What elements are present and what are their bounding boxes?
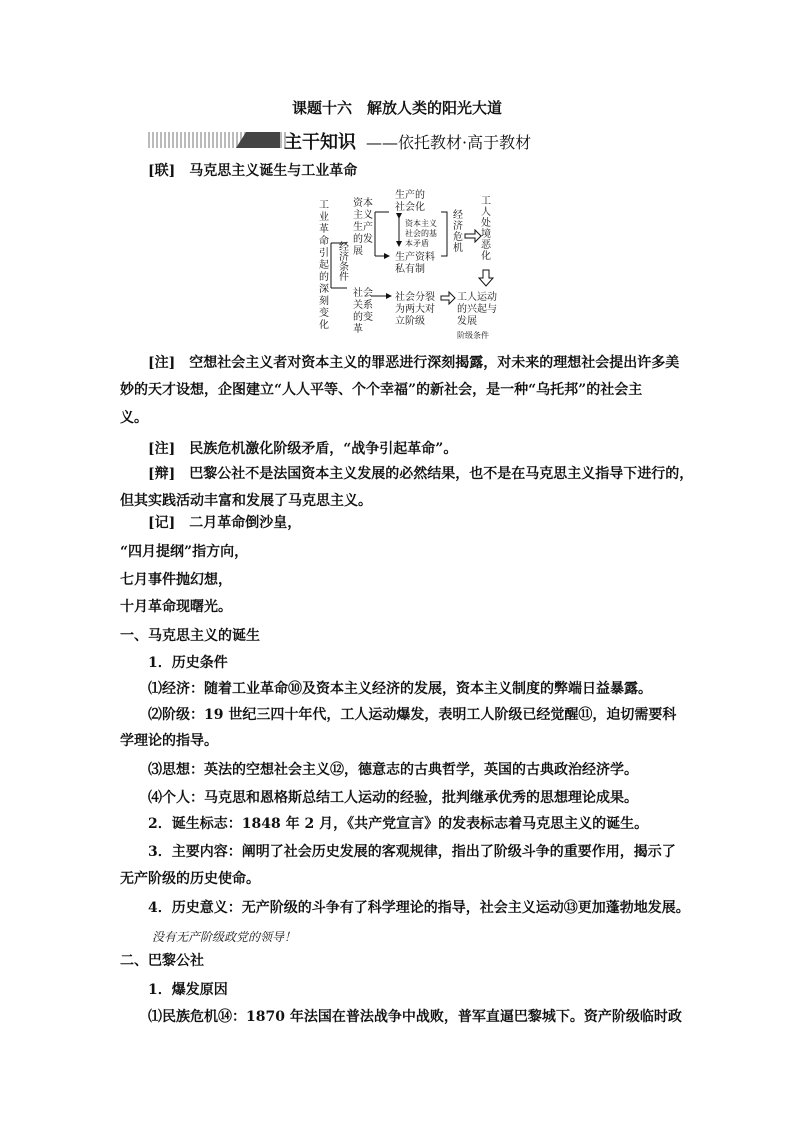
- ji-line-3: 七月事件抛幻想，: [120, 572, 232, 588]
- section1-item-2: ⑵阶级：19 世纪三四十年代，工人运动爆发，表明工人阶级已经觉醒⑪，迫切需要科: [148, 707, 677, 723]
- col1-char: 起: [319, 260, 329, 271]
- mid-line: 社会的基: [405, 229, 437, 238]
- col1-char: 深: [319, 284, 329, 295]
- section1-sub1: 1．历史条件: [148, 655, 228, 671]
- note-3: [辩] 巴黎公社不是法国资本主义发展的必然结果，也不是在马克思主义指导下进行的，: [148, 466, 694, 482]
- split-line: 社会分裂: [395, 292, 435, 303]
- box2-line: 的变: [353, 312, 373, 323]
- movement-line: 工人运动: [457, 292, 497, 303]
- diagram-col-industrial-revolution: [319, 199, 329, 331]
- box1-line: 展: [353, 246, 363, 257]
- worker-char: 工: [481, 196, 491, 207]
- box1-line: 生产: [353, 222, 373, 233]
- top-line: 社会化: [395, 202, 425, 213]
- top-line: 生产的: [395, 190, 425, 201]
- note-1-cont: 妙的天才设想，企图建立“人人平等、个个幸福”的新社会，是一种“乌托邦”的社会主: [120, 382, 643, 398]
- page-title: 课题十六 解放人类的阳光大道: [291, 99, 502, 117]
- movement-note: 阶级条件: [457, 331, 489, 340]
- worker-char: 人: [481, 207, 491, 218]
- col1-char: 的: [319, 272, 329, 283]
- section1-item-2-cont: 学理论的指导。: [120, 733, 218, 749]
- section1-heading: 一、马克思主义的诞生: [120, 628, 260, 644]
- col1-char: 业: [319, 212, 329, 223]
- crisis-char: 济: [453, 221, 463, 232]
- split-line: 立阶级: [395, 316, 425, 327]
- diagram-box-economic-crisis: [453, 209, 463, 254]
- handwritten-note: 没有无产阶级政党的领导！: [152, 930, 297, 944]
- col1-char: 命: [319, 236, 329, 247]
- box1-line: 的发: [353, 234, 373, 245]
- diagram-bracket-3: [441, 212, 447, 256]
- col1-char: 工: [319, 200, 329, 211]
- col1-char: 化: [319, 320, 329, 331]
- diagram-box-private-ownership: [395, 250, 435, 275]
- worker-char: 境: [481, 229, 491, 240]
- worker-char: 化: [481, 251, 491, 262]
- mid-line: 本矛盾: [405, 239, 429, 248]
- diagram-box-worker-condition: [481, 195, 492, 262]
- col1-char: 变: [319, 308, 329, 319]
- note-1-cont2: 义。: [120, 410, 148, 426]
- box1-line: 资本: [353, 198, 373, 209]
- diagram-col-economic-condition: [339, 241, 349, 283]
- section1-item-3: ⑶思想：英法的空想社会主义⑫，德意志的古典哲学，英国的古典政治经济学。: [148, 762, 638, 778]
- col1-char: 革: [319, 224, 329, 235]
- diagram-box-class-split: [395, 290, 435, 327]
- movement-line: 的兴起与: [457, 304, 497, 315]
- crisis-char: 经: [453, 210, 463, 221]
- banner-sub-text: ——依托教材·高于教材: [366, 133, 532, 152]
- diagram-box-social-change: [353, 286, 373, 335]
- movement-line: 发展: [457, 316, 477, 327]
- bottom-line: 私有制: [395, 264, 425, 275]
- concept-diagram: [315, 188, 515, 346]
- section-banner: [148, 130, 648, 152]
- lian-heading: [联] 马克思主义诞生与工业革命: [148, 163, 358, 179]
- bottom-line: 生产资料: [395, 252, 435, 263]
- section1-item-4: ⑷个人：马克思和恩格斯总结工人运动的经验，批判继承优秀的思想理论成果。: [148, 790, 638, 806]
- diagram-hollow-arrow-1: [465, 230, 481, 242]
- note-3-cont: 但其实践活动丰富和发展了马克思主义。: [120, 493, 372, 509]
- box1-line: 主义: [353, 210, 373, 221]
- section1-p3: 3．主要内容：阐明了社会历史发展的客观规律，指出了阶级斗争的重要作用，揭示了: [148, 844, 676, 860]
- note-2: [注] 民族危机激化阶级矛盾，“战争引起革命”。: [148, 441, 458, 457]
- section1-p2: 2．诞生标志：1848 年 2 月，《共产党宣言》的发表标志着马克思主义的诞生。: [148, 816, 649, 832]
- diagram-box-workers-movement: [457, 290, 497, 340]
- sub1-char: 条: [339, 262, 349, 273]
- col1-char: 刻: [319, 296, 329, 307]
- note-1: [注] 空想社会主义者对资本主义的罪恶进行深刻揭露，对未来的理想社会提出许多美: [148, 355, 680, 371]
- section1-item-1: ⑴经济：随着工业革命⑩及资本主义经济的发展，资本主义制度的弊端日益暴露。: [148, 681, 652, 697]
- worker-char: 处: [481, 218, 491, 229]
- ji-line-1: [记] 二月革命倒沙皇，: [148, 515, 302, 531]
- diagram-hollow-arrow-4: [441, 292, 455, 304]
- crisis-char: 机: [453, 243, 463, 254]
- diagram-box-capitalist-production: [353, 196, 373, 257]
- col1-char: 引: [319, 248, 329, 259]
- section2-p1: ⑴民族危机⑭：1870 年法国在普法战争中战败，普军直逼巴黎城下。资产阶级临时政: [148, 1009, 682, 1025]
- sub1-char: 经: [339, 242, 349, 253]
- sub1-char: 件: [339, 272, 349, 283]
- diagram-box-socialization: [395, 188, 425, 213]
- section2-heading: 二、巴黎公社: [120, 953, 204, 969]
- section1-p3-cont: 无产阶级的历史使命。: [120, 871, 260, 887]
- split-line: 为两大对: [395, 304, 435, 315]
- banner-slant-decoration: [236, 132, 246, 148]
- diagram-hollow-arrow-2: [479, 270, 493, 286]
- banner-block-decoration: [246, 132, 280, 148]
- box2-line: 社会: [353, 288, 373, 299]
- sub1-char: 济: [339, 252, 349, 263]
- ji-line-2: “四月提纲”指方向，: [120, 544, 249, 560]
- box2-line: 革: [353, 324, 363, 335]
- ji-line-4: 十月革命现曙光。: [120, 599, 232, 615]
- crisis-char: 危: [453, 232, 463, 243]
- diagram-bracket-2: [375, 212, 389, 256]
- section1-p4: 4．历史意义：无产阶级的斗争有了科学理论的指导，社会主义运动⑬更加蓬勃地发展。: [148, 900, 690, 916]
- mid-line: 资本主义: [405, 219, 437, 228]
- diagram-box-basic-contradiction: [405, 218, 437, 248]
- box2-line: 关系: [353, 300, 373, 311]
- worker-char: 恶: [481, 240, 491, 251]
- banner-main-text: 主干知识: [284, 132, 356, 153]
- section2-sub1: 1．爆发原因: [148, 982, 228, 998]
